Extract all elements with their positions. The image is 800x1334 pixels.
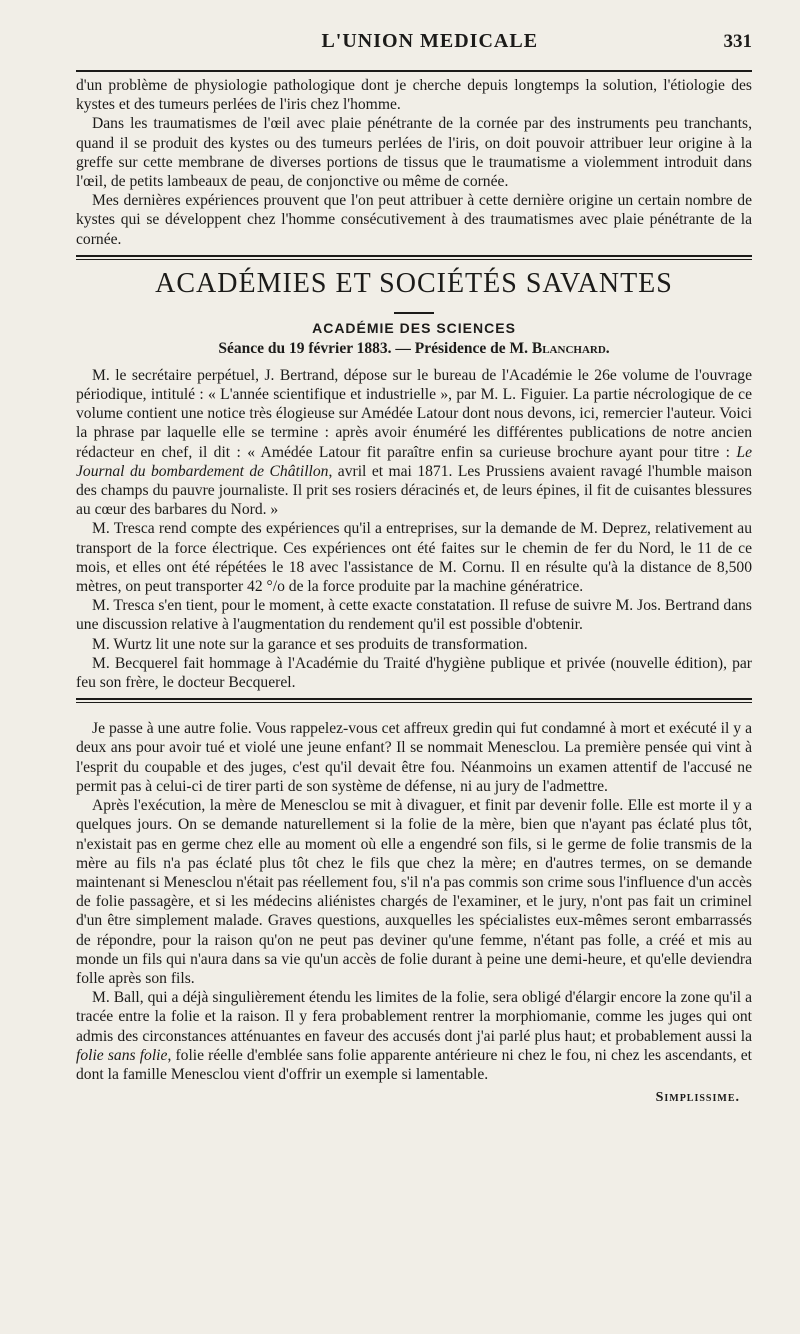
page-number: 331 <box>723 31 752 52</box>
author-signature: Simplissime. <box>655 1090 740 1106</box>
academies-section <box>76 268 752 692</box>
academies-paragraph-1 <box>76 366 752 520</box>
academies-paragraph-3: M. Tresca s'en tient, pour le moment, à cette exacte constatation. Il refuse de suivre M. Jos. Bertrand dans une discussion relative à l'augmentation du rendement qu'il est possible d'obtenir. <box>76 597 752 634</box>
running-title: L'UNION MEDICALE <box>321 30 539 52</box>
academies-paragraph-2: M. Tresca rend compte des expériences qu'il a entreprises, sur la demande de M. Deprez, relativement au transport de la force électrique. Ces expériences ont été faites sur le chemin de fer du Nord, le 11 de ce mois, et elles ont été répétées le 18 avec l'assistance de M. Cornu. Il en résulte qu'à la distance de 8,500 mètres, on peut transporter 42 °/o de la force produite par la machine génératrice. <box>76 520 752 596</box>
folie-paragraph-3 <box>76 988 752 1084</box>
intro-paragraph-3: Mes dernières expériences prouvent que l'on peut attribuer à cette dernière origine un certain nombre de kystes qui se développent chez l'homme consécutivement à des traumatismes avec plaie pénétrante de la cornée. <box>76 192 752 248</box>
academies-paragraph-5: M. Becquerel fait hommage à l'Académie du Traité d'hygiène publique et privée (nouvelle édition), par feu son frère, le docteur Becquerel. <box>76 654 752 692</box>
subsection-title: ACADÉMIE DES SCIENCES <box>312 319 516 336</box>
folie-paragraph-2: Après l'exécution, la mère de Menesclou se mit à divaguer, et finit par devenir folle. Elle est morte il y a quelques jours. On se demande naturellement si la folie de la mère, bien que n'ayant pas éclaté plus tôt, n'existait pas en germe chez elle au moment où elle a engendré son fils, si le germe de folie transmis de la mère au fils n'a pas éclaté plus tôt chez le fils que chez la mère; en d'autres termes, on se demande maintenant si Menesclou n'était pas réellement fou, s'il n'a pas commis son crime sous l'influence d'un accès de folie passagère, et si les médecins aliénistes chargés de l'examiner, et le jury, n'ont pas fait un criminel d'un être simplement malade. Graves questions, auxquelles les spécialistes eux-mêmes seront embarrassés de répondre, pour la raison qu'on ne peut pas deviner qu'une femme, n'étant pas folle, a créé et mis au monde un fils qui n'aura dans sa vie qu'un accès de folie durant à peine une demi-heure, et qu'elle deviendra folle après son fils. <box>76 797 752 987</box>
session-line <box>76 340 752 358</box>
page-header <box>76 30 752 58</box>
session-president: Blanchard <box>531 339 606 357</box>
section-divider <box>76 255 752 260</box>
folie-paragraph-3-part-a: M. Ball, qui a déjà singulièrement étendu les limites de la folie, sera obligé d'élargir encore la zone qu'il a tracée entre la folie et la raison. Il y fera probablement rentrer la morphiomanie, comme les juges qui ont admis des circonstances atténuantes en faveur des accusés dont j'ai parlé plus haut; et probablement aussi la <box>76 989 752 1045</box>
academies-paragraph-4: M. Wurtz lit une note sur la garance et ses produits de transformation. <box>92 635 528 653</box>
intro-paragraph-2: Dans les traumatismes de l'œil avec plaie pénétrante de la cornée par des instruments peu tranchants, quand il se produit des kystes ou des tumeurs perlées de l'iris, on doit pouvoir attribuer leur origine à la greffe sur cette membrane de diverses portions de tissus que le traumatisme a violemment introduit dans l'œil, de petits lambeaux de peau, de conjonctive ou même de cornée. <box>76 115 752 191</box>
folie-section <box>76 719 752 1106</box>
academies-paragraph-1-part-b: , avril et mai 1871. Les Prussiens avaient ravagé l'humble maison des champs du pauvre journaliste. Il prit ses rosiers déracinés et, de leurs épines, il fit de cuisantes blessures au cœur des barbares du Nord. » <box>76 462 752 519</box>
section-title: ACADÉMIES ET SOCIÉTÉS SAVANTES <box>155 267 673 299</box>
session-suffix: . <box>605 339 610 357</box>
folie-paragraph-1: Je passe à une autre folie. Vous rappelez-vous cet affreux gredin qui fut condamné à mort et exécuté il y a deux ans pour avoir tué et violé une jeune enfant? Il se nommait Menesclou. La première pensée qui vint à l'esprit du coupable et des juges, c'est qu'il devait être fou. Néanmoins un examen attentif de l'accusé ne permit pas à celui-ci de tirer parti de son système de défense, ni au jury de l'admettre. <box>76 720 752 795</box>
intro-paragraph-1: d'un problème de physiologie pathologique dont je cherche depuis longtemps la solution, l'étiologie des kystes et des tumeurs perlées de l'iris chez l'homme. <box>76 77 752 114</box>
intro-section <box>76 76 752 249</box>
folie-paragraph-3-part-b: , folie réelle d'emblée sans folie apparente antérieure ni chez le fou, ni chez les ascendants, et dont la famille Menesclou vient d'offrir un exemple si lamentable. <box>76 1046 752 1083</box>
title-ornament-rule <box>394 312 434 314</box>
journal-title-italic: Le Journal du bombardement de Châtillon <box>76 443 752 480</box>
session-prefix: Séance du 19 février 1883. — Présidence de M. <box>218 339 528 357</box>
section-divider-2 <box>76 698 752 703</box>
academies-paragraph-1-part-a: M. le secrétaire perpétuel, J. Bertrand, dépose sur le bureau de l'Académie le 26e volume de l'ouvrage périodique, intitulé : « L'année scientifique et industrielle », par M. L. Figuier. La partie nécrologique de ce volume contient une notice très élogieuse sur Amédée Latour dont nous devons, ici, remercier l'auteur. Voici la phrase par laquelle elle se termine : après avoir énuméré les différentes publications de notre ancien rédacteur en chef, il dit : « Amédée Latour fit paraître enfin sa curieuse brochure ayant pour titre : <box>76 366 752 461</box>
folie-sans-folie-italic: folie sans folie <box>76 1046 168 1064</box>
header-rule <box>76 70 752 72</box>
